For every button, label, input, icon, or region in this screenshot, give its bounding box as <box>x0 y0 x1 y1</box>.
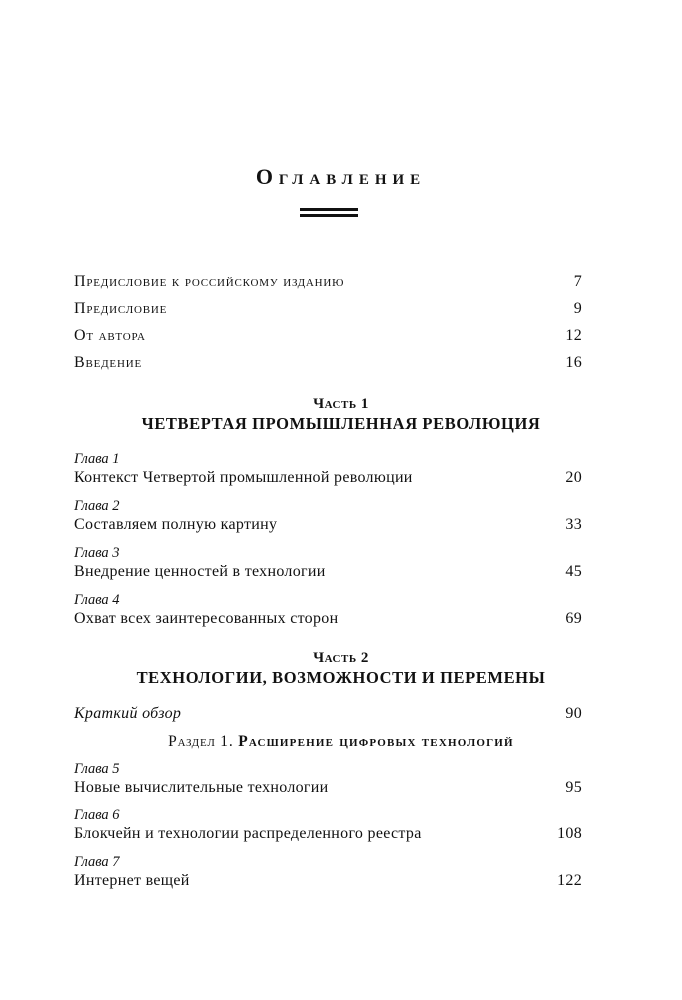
toc-entry-title: Предисловие <box>74 300 168 317</box>
toc-entry-page: 33 <box>565 516 582 533</box>
toc-entry-chapter-7[interactable] <box>74 871 582 891</box>
page-title: Оглавление <box>255 164 427 189</box>
toc-entry-chapter-5[interactable] <box>74 778 582 798</box>
toc-entry-from-author[interactable] <box>74 326 582 346</box>
section-1-prefix: Раздел 1. <box>168 733 234 750</box>
toc-entry-title: Краткий обзор <box>74 705 182 722</box>
toc-entry-page: 20 <box>565 469 582 486</box>
toc-entry-page: 69 <box>565 610 582 627</box>
toc-entry-title: Введение <box>74 354 142 371</box>
part-1-label: Часть 1 <box>313 396 369 412</box>
toc-entry-page: 95 <box>565 779 582 796</box>
toc-entry-page: 90 <box>565 705 582 722</box>
toc-entry-preface-russian[interactable] <box>74 272 582 292</box>
chapter-3-label: Глава 3 <box>74 545 120 561</box>
part-1-title: ЧЕТВЕРТАЯ ПРОМЫШЛЕННАЯ РЕВОЛЮЦИЯ <box>141 414 541 433</box>
chapter-6-label: Глава 6 <box>74 807 120 823</box>
toc-entry-chapter-4[interactable] <box>74 609 582 629</box>
part-2-label: Часть 2 <box>313 650 369 666</box>
toc-entry-preface[interactable] <box>74 299 582 319</box>
toc-entry-title: Предисловие к российскому изданию <box>74 273 345 290</box>
toc-entry-title: Составляем полную картину <box>74 516 278 533</box>
chapter-2-label: Глава 2 <box>74 498 120 514</box>
toc-entry-page: 108 <box>557 825 582 842</box>
title-rule-bottom <box>300 214 358 217</box>
title-rule-top <box>300 208 358 211</box>
toc-entry-chapter-1[interactable] <box>74 468 582 488</box>
toc-entry-title: Интернет вещей <box>74 872 190 889</box>
toc-entry-chapter-3[interactable] <box>74 562 582 582</box>
toc-entry-chapter-6[interactable] <box>74 824 582 844</box>
toc-entry-page: 122 <box>557 872 582 889</box>
toc-entry-introduction[interactable] <box>74 353 582 373</box>
toc-entry-title: Контекст Четвертой промышленной революции <box>74 469 413 486</box>
toc-entry-page: 12 <box>565 327 582 344</box>
chapter-7-label: Глава 7 <box>74 854 120 870</box>
toc-entry-title: Охват всех заинтересованных сторон <box>74 610 339 627</box>
toc-entry-page: 45 <box>565 563 582 580</box>
chapter-4-label: Глава 4 <box>74 592 120 608</box>
toc-entry-title: Внедрение ценностей в технологии <box>74 563 326 580</box>
toc-entry-page: 9 <box>573 300 582 317</box>
chapter-1-label: Глава 1 <box>74 451 120 467</box>
chapter-5-label: Глава 5 <box>74 761 120 777</box>
toc-entry-title: Блокчейн и технологии распределенного реестра <box>74 825 422 842</box>
toc-entry-title: От автора <box>74 327 146 344</box>
toc-entry-title: Новые вычислительные технологии <box>74 779 329 796</box>
toc-entry-page: 16 <box>565 354 582 371</box>
section-1-heading <box>0 732 682 752</box>
toc-entry-overview[interactable] <box>74 704 582 724</box>
section-1-title: Расширение цифровых технологий <box>238 733 514 750</box>
toc-entry-page: 7 <box>573 273 582 290</box>
toc-entry-chapter-2[interactable] <box>74 515 582 535</box>
part-2-title: ТЕХНОЛОГИИ, ВОЗМОЖНОСТИ И ПЕРЕМЕНЫ <box>136 668 546 687</box>
